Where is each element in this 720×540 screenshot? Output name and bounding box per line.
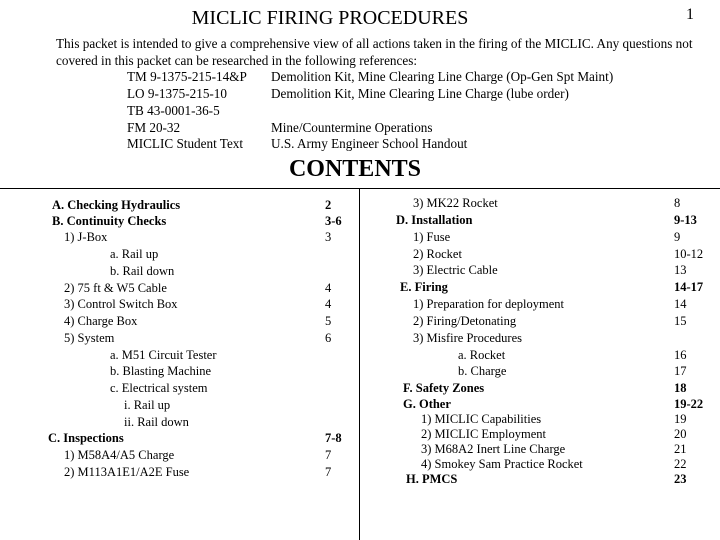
toc-entry-label: 2) MICLIC Employment xyxy=(421,427,546,441)
reference-desc: Demolition Kit, Mine Clearing Line Charge (Op-Gen Spt Maint) xyxy=(271,69,614,84)
toc-entry-label: F. Safety Zones xyxy=(403,381,485,395)
toc-entry-page: 14-17 xyxy=(674,280,704,294)
toc-entry-page: 6 xyxy=(325,331,332,345)
toc-entry-label: B. Continuity Checks xyxy=(52,214,167,228)
toc-entry-page: 9 xyxy=(674,230,681,244)
toc-entry-label: E. Firing xyxy=(400,280,448,294)
toc-entry-label: 1) Preparation for deployment xyxy=(413,297,564,311)
toc-entry-page: 7 xyxy=(325,448,332,462)
toc-entry-page: 19-22 xyxy=(674,397,704,411)
toc-entry-page: 4 xyxy=(325,281,332,295)
toc-entry-page: 17 xyxy=(674,364,687,378)
document-title: MICLIC FIRING PROCEDURES xyxy=(191,7,469,29)
toc-entry-label: G. Other xyxy=(403,397,451,411)
toc-entry-page: 16 xyxy=(674,348,687,362)
toc-entry-label: 3) MK22 Rocket xyxy=(413,196,498,210)
reference-desc: Demolition Kit, Mine Clearing Line Charge (lube order) xyxy=(271,86,569,101)
toc-entry-label: 1) Fuse xyxy=(413,230,451,244)
toc-entry-label: 3) Control Switch Box xyxy=(64,297,178,311)
toc-entry-page: 7 xyxy=(325,465,332,479)
toc-entry-label: b. Rail down xyxy=(110,264,175,278)
toc-entry-label: b. Blasting Machine xyxy=(110,364,212,378)
toc-entry-page: 22 xyxy=(674,457,687,471)
toc-entry-label: i. Rail up xyxy=(124,398,171,412)
toc-entry-label: 4) Smokey Sam Practice Rocket xyxy=(421,457,583,471)
contents-heading: CONTENTS xyxy=(288,156,422,182)
toc-entry-label: a. Rocket xyxy=(458,348,506,362)
toc-entry-label: 2) Rocket xyxy=(413,247,462,261)
toc-entry-page: 21 xyxy=(674,442,687,456)
toc-entry-page: 3 xyxy=(325,230,332,244)
toc-entry-page: 2 xyxy=(325,198,332,212)
toc-entry-page: 3-6 xyxy=(325,214,342,228)
toc-entry-label: 1) M58A4/A5 Charge xyxy=(64,448,175,462)
toc-entry-label: 5) System xyxy=(64,331,115,345)
toc-entry-page: 10-12 xyxy=(674,247,704,261)
intro-paragraph: This packet is intended to give a comprehensive view of all actions taken in the firing of the MICLIC. Any questions not covered in this packet can be researched in the following references: xyxy=(56,36,693,68)
toc-entry-page: 15 xyxy=(674,314,687,328)
toc-entry-page: 13 xyxy=(674,263,687,277)
toc-entry-label: 2) Firing/Detonating xyxy=(413,314,517,328)
toc-entry-page: 8 xyxy=(674,196,681,210)
toc-entry-label: 4) Charge Box xyxy=(64,314,138,328)
toc-entry-label: C. Inspections xyxy=(48,431,124,445)
toc-entry-page: 5 xyxy=(325,314,332,328)
toc-entry-label: b. Charge xyxy=(458,364,507,378)
toc-entry-label: a. Rail up xyxy=(110,247,159,261)
reference-doc: TM 9-1375-215-14&P xyxy=(127,69,247,84)
toc-entry-label: 2) M113A1E1/A2E Fuse xyxy=(64,465,190,479)
horizontal-divider xyxy=(0,188,720,189)
toc-entry-label: 3) Electric Cable xyxy=(413,263,498,277)
toc-entry-label: H. PMCS xyxy=(406,472,458,486)
toc-entry-label: c. Electrical system xyxy=(110,381,208,395)
toc-entry-page: 18 xyxy=(674,381,687,395)
reference-desc: Mine/Countermine Operations xyxy=(271,120,433,135)
toc-entry-label: 1) MICLIC Capabilities xyxy=(421,412,542,426)
column-divider xyxy=(359,188,360,540)
toc-entry-label: ii. Rail down xyxy=(124,415,189,429)
toc-entry-label: D. Installation xyxy=(396,213,473,227)
toc-entry-page: 19 xyxy=(674,412,687,426)
toc-entry-page: 9-13 xyxy=(674,213,697,227)
toc-entry-label: 3) M68A2 Inert Line Charge xyxy=(421,442,566,456)
toc-entry-page: 4 xyxy=(325,297,332,311)
toc-entry-label: 2) 75 ft & W5 Cable xyxy=(64,281,167,295)
reference-doc: MICLIC Student Text xyxy=(127,136,244,151)
reference-doc: FM 20-32 xyxy=(127,120,181,135)
page-number: 1 xyxy=(686,6,694,23)
reference-doc: TB 43-0001-36-5 xyxy=(127,103,220,118)
reference-desc: U.S. Army Engineer School Handout xyxy=(271,136,468,151)
toc-entry-label: a. M51 Circuit Tester xyxy=(110,348,217,362)
reference-doc: LO 9-1375-215-10 xyxy=(127,86,227,101)
toc-entry-label: 3) Misfire Procedures xyxy=(413,331,522,345)
toc-entry-page: 23 xyxy=(674,472,687,486)
toc-entry-page: 14 xyxy=(674,297,687,311)
toc-entry-page: 20 xyxy=(674,427,687,441)
toc-entry-page: 7-8 xyxy=(325,431,342,445)
toc-entry-label: 1) J-Box xyxy=(64,230,108,244)
toc-entry-label: A. Checking Hydraulics xyxy=(52,198,181,212)
